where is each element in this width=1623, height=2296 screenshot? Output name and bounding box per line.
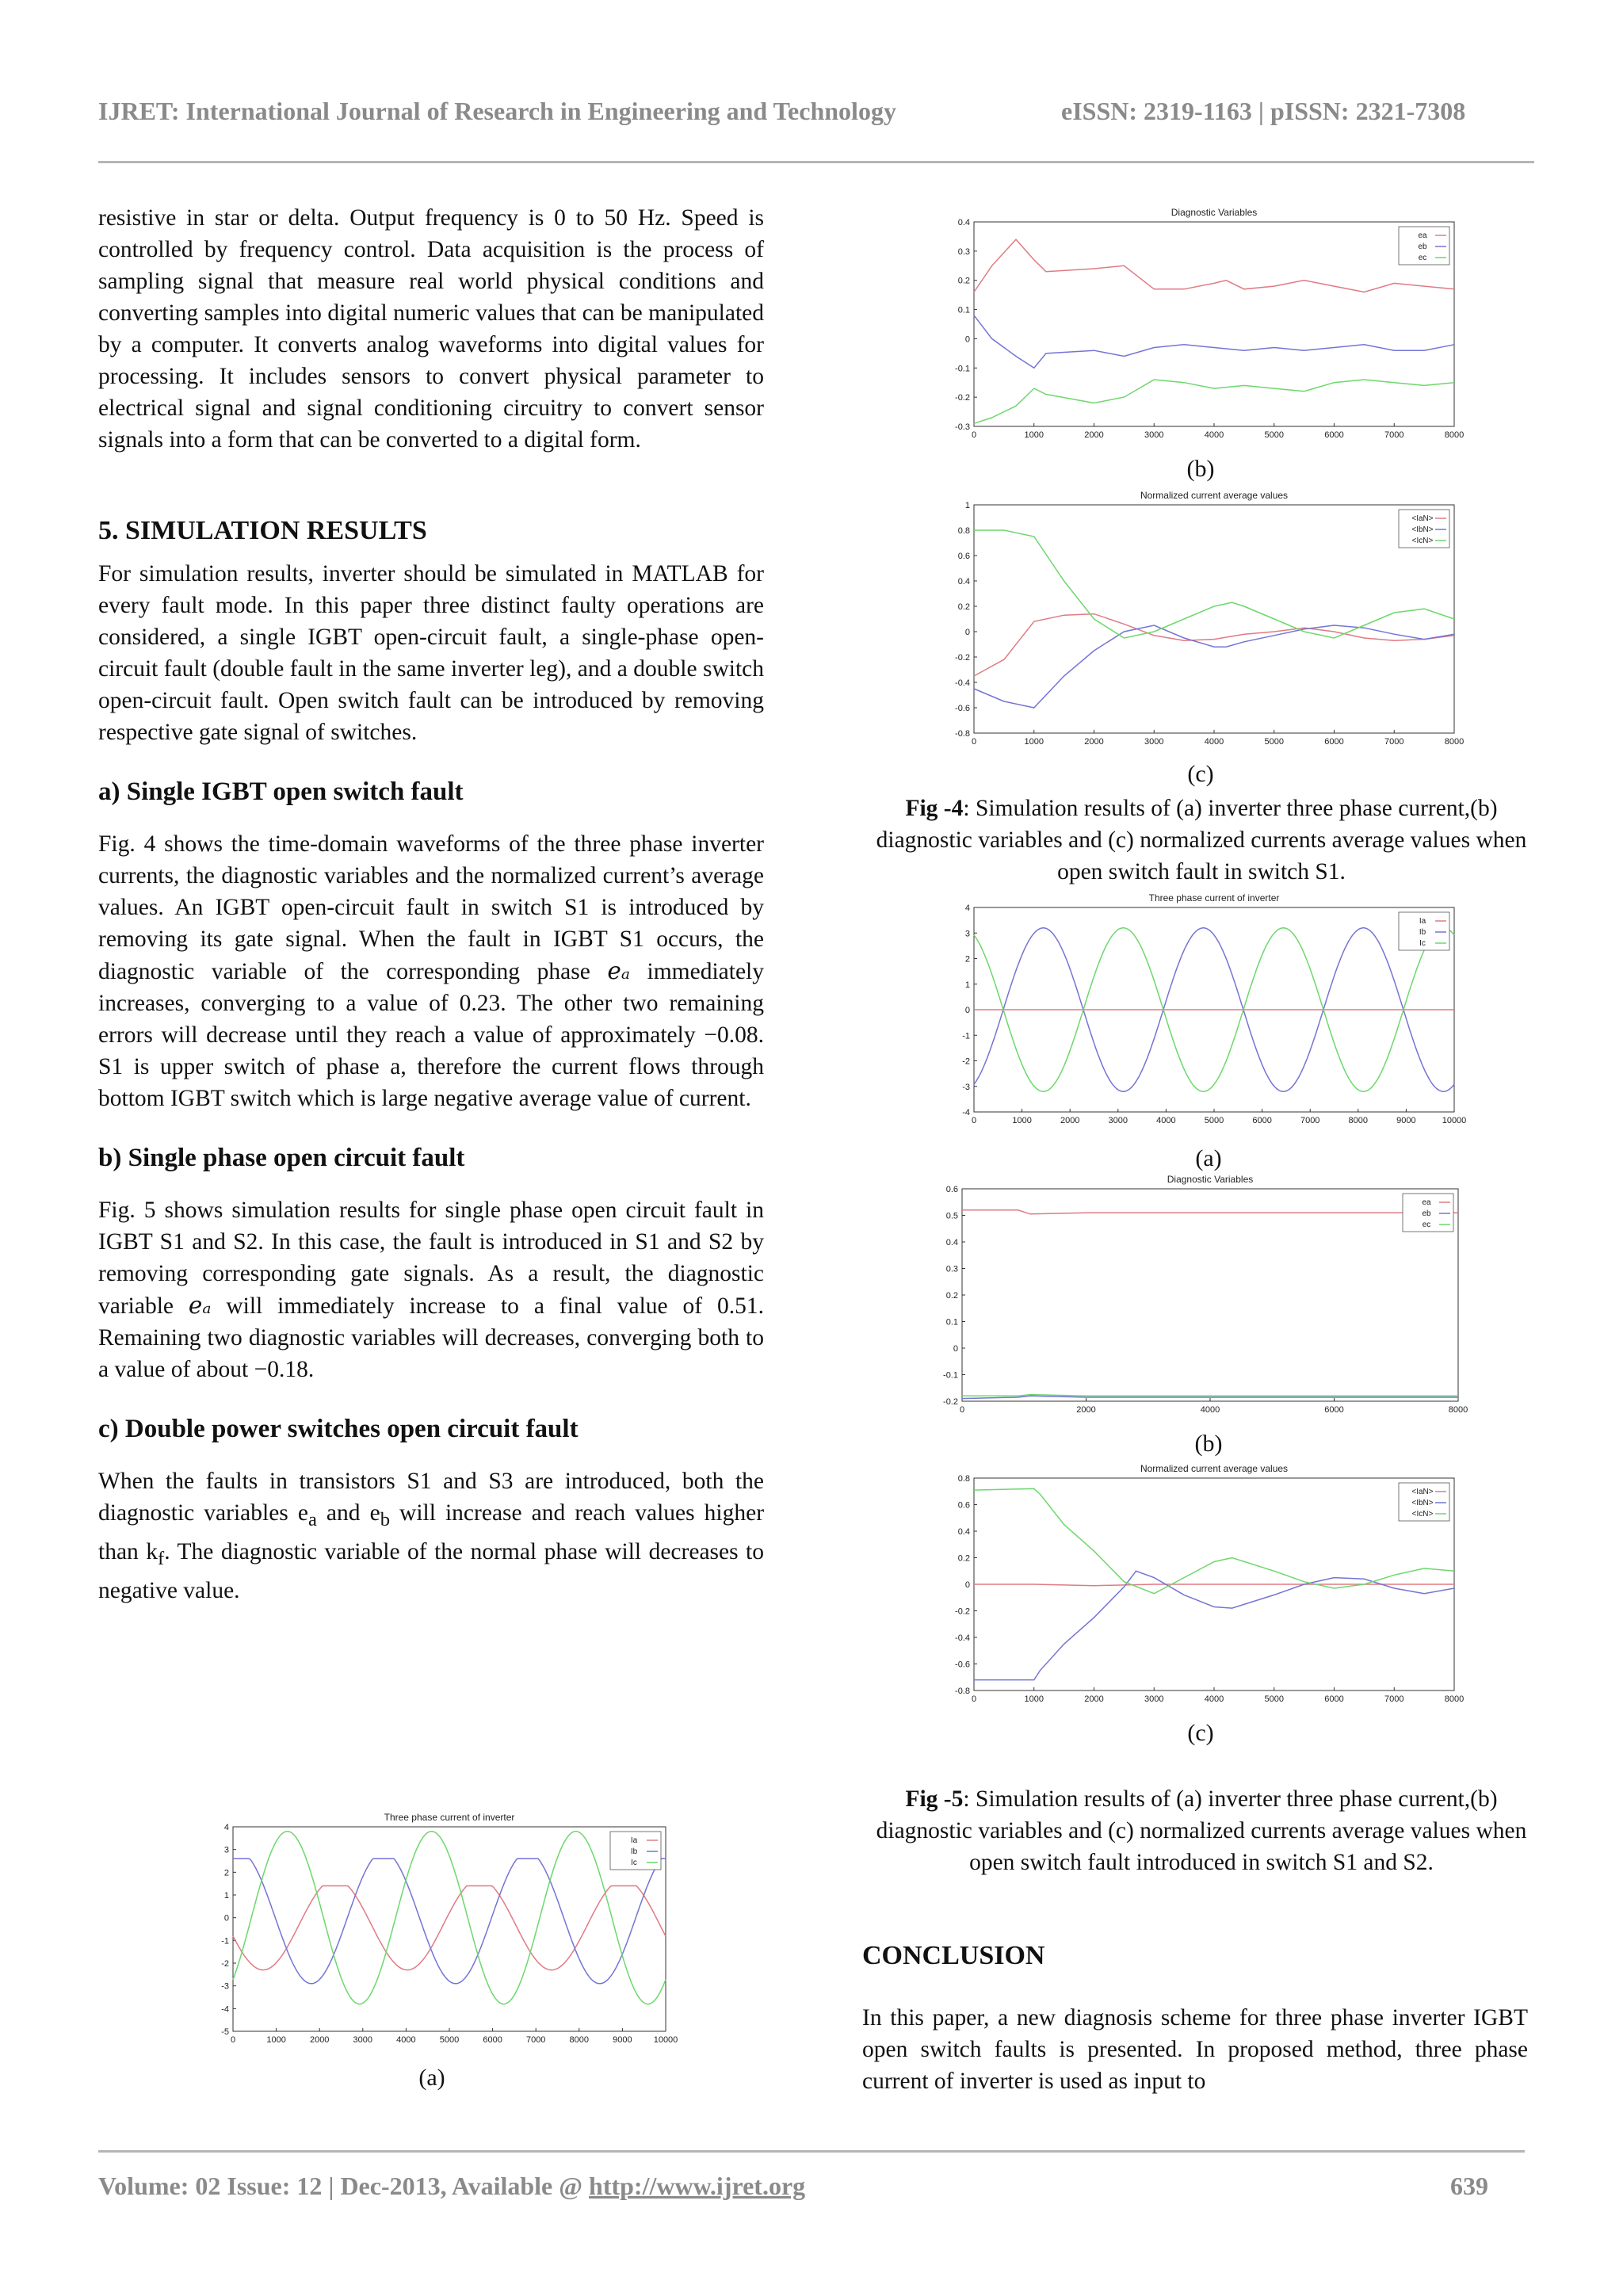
x-tick-label: 2000 xyxy=(1084,430,1104,440)
x-tick-label: 1000 xyxy=(1024,430,1044,440)
conclusion-title: CONCLUSION xyxy=(862,1941,1045,1970)
fig4-caption: Fig -4: Simulation results of (a) inverter three phase current,(b) diagnostic variables and (c) normalized currents average values when open switch fault in switch S1. xyxy=(876,796,1527,884)
x-tick-label: 5000 xyxy=(1264,430,1284,440)
legend-label: Ib xyxy=(1419,928,1426,937)
section-5-paragraph: For simulation results, inverter should be simulated in MATLAB for every fault mode. In this paper three distinct faulty operations are considered, a single IGBT open-circuit fault, a single-phase open-circuit fault (double fault in the same inverter leg), and a double switch open-circuit fault. Open switch fault can be introduced by removing respective gate signal of switches. xyxy=(98,561,764,745)
y-tick-label: -3 xyxy=(962,1082,970,1092)
y-tick-label: 0.4 xyxy=(945,1238,958,1247)
variable-ea: eₐ xyxy=(188,1292,212,1319)
y-tick-label: 2 xyxy=(223,1868,229,1878)
y-tick-label: 0.4 xyxy=(957,577,970,586)
y-tick-label: 0 xyxy=(964,334,970,345)
chart-svg xyxy=(927,1173,1466,1419)
fig5-diagnostic-variables-plot xyxy=(927,1173,1466,1419)
y-tick-label: 0.2 xyxy=(957,602,970,612)
x-tick-label: 7000 xyxy=(1384,737,1404,747)
y-tick-label: 0.1 xyxy=(957,305,970,315)
chart-title: Three phase current of inverter xyxy=(1148,892,1280,904)
y-tick-label: 0 xyxy=(964,1006,970,1015)
fig5-normalized-currents-plot xyxy=(939,1462,1465,1708)
journal-title: IJRET: International Journal of Research in Engineering and Technology xyxy=(98,97,896,125)
subsection-b-title: b) Single phase open circuit fault xyxy=(98,1144,465,1172)
fig5-three-phase-current-plot xyxy=(939,892,1467,1129)
y-tick-label: -5 xyxy=(221,2027,229,2037)
x-tick-label: 4000 xyxy=(1204,1694,1224,1704)
y-tick-label: 1 xyxy=(964,980,970,990)
y-tick-label: -0.6 xyxy=(955,704,970,713)
x-tick-label: 8000 xyxy=(569,2035,590,2045)
x-tick-label: 6000 xyxy=(483,2035,502,2045)
y-tick-label: 0.3 xyxy=(957,246,970,257)
chart-title: Normalized current average values xyxy=(1140,490,1289,501)
chart-svg xyxy=(198,1811,678,2049)
legend-label: <IcN> xyxy=(1411,537,1434,545)
x-tick-label: 6000 xyxy=(1324,1405,1344,1415)
legend-label: Ic xyxy=(1419,939,1426,948)
x-tick-label: 5000 xyxy=(1264,1694,1284,1704)
x-tick-label: 0 xyxy=(971,737,977,747)
x-tick-label: 5000 xyxy=(1204,1116,1224,1125)
y-tick-label: -0.8 xyxy=(955,729,970,739)
x-tick-label: 2000 xyxy=(1060,1116,1080,1125)
y-tick-label: -0.1 xyxy=(943,1370,958,1381)
y-tick-label: 2 xyxy=(964,954,970,965)
running-header xyxy=(98,97,1525,126)
x-tick-label: 4000 xyxy=(1156,1116,1176,1125)
legend-label: ec xyxy=(1422,1221,1431,1229)
legend-label: eb xyxy=(1422,1209,1431,1218)
x-tick-label: 8000 xyxy=(1444,430,1465,440)
chart-svg xyxy=(939,489,1465,751)
plot-frame xyxy=(974,222,1454,426)
y-tick-label: 0 xyxy=(953,1344,958,1354)
x-tick-label: 6000 xyxy=(1252,1116,1272,1125)
x-tick-label: 4000 xyxy=(1204,737,1224,747)
section-5-title: 5. SIMULATION RESULTS xyxy=(98,516,427,545)
legend-label: ec xyxy=(1418,254,1427,262)
y-tick-label: -0.4 xyxy=(955,678,970,688)
x-tick-label: 5000 xyxy=(439,2035,460,2045)
y-tick-label: -2 xyxy=(962,1056,970,1067)
y-tick-label: 0.4 xyxy=(957,218,970,227)
x-tick-label: 7000 xyxy=(525,2035,546,2045)
x-tick-label: 8000 xyxy=(1448,1405,1468,1415)
legend-label: Ib xyxy=(630,1847,638,1856)
x-tick-label: 2000 xyxy=(1084,1694,1104,1704)
x-tick-label: 0 xyxy=(959,1405,965,1415)
x-tick-label: 7000 xyxy=(1384,1694,1404,1704)
fig5-label-c: (c) xyxy=(1187,1720,1214,1746)
y-tick-label: 0 xyxy=(964,628,970,637)
x-tick-label: 8000 xyxy=(1444,737,1465,747)
chart-title: Diagnostic Variables xyxy=(1167,1174,1254,1185)
y-tick-label: -0.2 xyxy=(955,1606,970,1617)
legend-label: Ia xyxy=(1419,917,1426,926)
legend-label: Ic xyxy=(631,1859,637,1867)
subsection-a-paragraph: Fig. 4 shows the time-domain waveforms of the three phase inverter currents, the diagnostic variables and the normalized current’s average values. An IGBT open-circuit fault in switch S1 is introduced by removing its gate signal. When the fault in IGBT S1 occurs, the diagnostic variable of the corresponding phase eₐ immediately increases, converging to a value of 0.23. The other two remaining errors will decrease until they reach a value of approximately −0.08. S1 is upper switch of phase a, therefore the current flows through bottom IGBT switch which is large negative average value of current. xyxy=(98,831,764,1111)
fig5-label-a: (a) xyxy=(1195,1145,1222,1171)
plot-frame xyxy=(962,1189,1458,1401)
y-tick-label: 4 xyxy=(964,904,970,913)
x-tick-label: 4000 xyxy=(1200,1405,1220,1415)
y-tick-label: 0 xyxy=(223,1913,229,1924)
x-tick-label: 10000 xyxy=(653,2035,678,2045)
x-tick-label: 0 xyxy=(230,2035,236,2045)
chart-svg xyxy=(939,206,1465,444)
y-tick-label: -0.1 xyxy=(955,364,970,374)
y-tick-label: 0.2 xyxy=(957,1553,970,1564)
legend-label: <IcN> xyxy=(1411,1510,1434,1519)
fig4-diagnostic-variables-plot xyxy=(939,206,1465,444)
x-tick-label: 1000 xyxy=(266,2035,286,2045)
x-tick-label: 1000 xyxy=(1012,1116,1032,1125)
legend-label: ea xyxy=(1422,1198,1431,1207)
y-tick-label: -0.3 xyxy=(955,422,970,432)
fig5-caption: Fig -5: Simulation results of (a) inverter three phase current,(b) diagnostic variables and (c) normalized currents average values when open switch fault introduced in switch S1 and S2. xyxy=(876,1786,1527,1875)
x-tick-label: 0 xyxy=(971,430,977,440)
x-tick-label: 6000 xyxy=(1324,737,1344,747)
y-tick-label: -0.6 xyxy=(955,1660,970,1670)
y-tick-label: 1 xyxy=(964,501,970,510)
subsection-a-title: a) Single IGBT open switch fault xyxy=(98,777,464,806)
x-tick-label: 7000 xyxy=(1384,430,1404,440)
chart-svg xyxy=(939,892,1467,1129)
x-tick-label: 10000 xyxy=(1442,1116,1467,1125)
y-tick-label: -4 xyxy=(962,1108,970,1117)
fig5-label-b: (b) xyxy=(1194,1431,1223,1457)
y-tick-label: -3 xyxy=(221,1981,229,1992)
x-tick-label: 4000 xyxy=(396,2035,416,2045)
x-tick-label: 8000 xyxy=(1444,1694,1465,1704)
chart-title: Normalized current average values xyxy=(1140,1463,1289,1474)
journal-link[interactable]: http://www.ijret.org xyxy=(589,2172,806,2200)
x-tick-label: 6000 xyxy=(1324,1694,1344,1704)
legend-label: Ia xyxy=(630,1836,638,1845)
left-column xyxy=(98,202,764,1606)
y-tick-label: -0.2 xyxy=(955,653,970,663)
y-tick-label: 0.3 xyxy=(945,1264,958,1274)
x-tick-label: 9000 xyxy=(613,2035,632,2045)
x-tick-label: 9000 xyxy=(1396,1116,1416,1125)
x-tick-label: 7000 xyxy=(1300,1116,1320,1125)
y-tick-label: -1 xyxy=(962,1031,970,1041)
x-tick-label: 2000 xyxy=(309,2035,330,2045)
legend-label: ea xyxy=(1418,231,1427,240)
x-tick-label: 2000 xyxy=(1076,1405,1096,1415)
legend-label: <IbN> xyxy=(1411,1499,1434,1507)
x-tick-label: 1000 xyxy=(1024,737,1044,747)
y-tick-label: -0.2 xyxy=(955,393,970,403)
intro-paragraph: resistive in star or delta. Output frequency is 0 to 50 Hz. Speed is controlled by frequency control. Data acquisition is the process of sampling signal that measure real world physical conditions and converting samples into digital numeric values that can be manipulated by a computer. It converts analog waveforms into digital values for processing. It includes sensors to convert physical parameter to electrical signal and signal conditioning circuitry to convert sensor signals into a form that can be converted to a digital form. xyxy=(98,205,764,453)
y-tick-label: -0.4 xyxy=(955,1633,970,1643)
y-tick-label: -2 xyxy=(221,1959,229,1969)
y-tick-label: 0.6 xyxy=(957,552,970,561)
y-tick-label: 0.5 xyxy=(945,1211,958,1221)
subsection-c-paragraph: When the faults in transistors S1 and S3 are introduced, both the diagnostic variables $e_a$ and $e_b$ will increase and reach values higher than $k_f$. The diagnostic variable of the normal phase will decreases to negative value. xyxy=(98,1469,765,1603)
conclusion-paragraph: In this paper, a new diagnosis scheme for three phase inverter IGBT open switch faults is presented. In proposed method, three phase current of inverter is used as input to xyxy=(862,2005,1528,2094)
y-tick-label: -0.8 xyxy=(955,1687,970,1696)
subsection-b-paragraph: Fig. 5 shows simulation results for single phase open circuit fault in IGBT S1 and S2. In this case, the fault is introduced in S1 and S2 by removing corresponding gate signals. As a result, the diagnostic variable eₐ will immediately increase to a final value of 0.51. Remaining two diagnostic variables will decreases, converging both to a value of about −0.18. xyxy=(98,1198,764,1382)
y-tick-label: 0.6 xyxy=(945,1185,958,1194)
legend-label: eb xyxy=(1418,243,1427,251)
x-tick-label: 3000 xyxy=(353,2035,373,2045)
y-tick-label: -1 xyxy=(221,1936,229,1946)
issn: eISSN: 2319-1163 | pISSN: 2321-7308 xyxy=(1061,97,1466,125)
page-number: 639 xyxy=(1450,2172,1488,2200)
figure-label-a: (a) xyxy=(418,2065,445,2091)
legend-label: <IbN> xyxy=(1411,525,1434,534)
y-tick-label: 0.8 xyxy=(957,526,970,536)
x-tick-label: 0 xyxy=(971,1694,977,1704)
fig4-label-b: (b) xyxy=(1186,456,1215,482)
footer-info: Volume: 02 Issue: 12 | Dec-2013, Available @ http://www.ijret.org xyxy=(98,2172,806,2200)
x-tick-label: 3000 xyxy=(1144,1694,1164,1704)
conclusion-section xyxy=(862,1940,1528,2097)
footer-rule xyxy=(98,2150,1525,2153)
x-tick-label: 2000 xyxy=(1084,737,1104,747)
y-tick-label: 0.2 xyxy=(957,276,970,286)
x-tick-label: 4000 xyxy=(1204,430,1224,440)
x-tick-label: 3000 xyxy=(1144,430,1164,440)
x-tick-label: 0 xyxy=(971,1116,977,1125)
fig4-label-c: (c) xyxy=(1187,761,1214,787)
y-tick-label: 1 xyxy=(223,1891,229,1901)
legend-label: <IaN> xyxy=(1411,514,1434,523)
x-tick-label: 3000 xyxy=(1144,737,1164,747)
legend-label: <IaN> xyxy=(1411,1488,1434,1496)
y-tick-label: 3 xyxy=(964,929,970,939)
variable-ea: eₐ xyxy=(607,957,630,984)
x-tick-label: 5000 xyxy=(1264,737,1284,747)
fig4-normalized-currents-plot xyxy=(939,489,1465,751)
y-tick-label: 3 xyxy=(223,1845,229,1855)
three-phase-current-double-fault-plot xyxy=(198,1811,678,2049)
x-tick-label: 8000 xyxy=(1348,1116,1369,1125)
chart-title: Three phase current of inverter xyxy=(384,1812,515,1823)
y-tick-label: -0.2 xyxy=(943,1397,958,1407)
y-tick-label: 0.1 xyxy=(945,1317,958,1328)
y-tick-label: 0.6 xyxy=(957,1500,970,1511)
y-tick-label: 0 xyxy=(964,1580,970,1590)
y-tick-label: 0.8 xyxy=(957,1474,970,1484)
chart-title: Diagnostic Variables xyxy=(1170,207,1258,218)
y-tick-label: 0.2 xyxy=(945,1291,958,1301)
header-rule xyxy=(98,161,1534,163)
y-tick-label: 0.4 xyxy=(957,1527,970,1537)
x-tick-label: 1000 xyxy=(1024,1694,1044,1704)
y-tick-label: -4 xyxy=(221,2004,229,2015)
y-tick-label: 4 xyxy=(223,1823,229,1832)
x-tick-label: 3000 xyxy=(1108,1116,1128,1125)
x-tick-label: 6000 xyxy=(1324,430,1344,440)
subsection-c-title: c) Double power switches open circuit fault xyxy=(98,1415,579,1443)
chart-svg xyxy=(939,1462,1465,1708)
